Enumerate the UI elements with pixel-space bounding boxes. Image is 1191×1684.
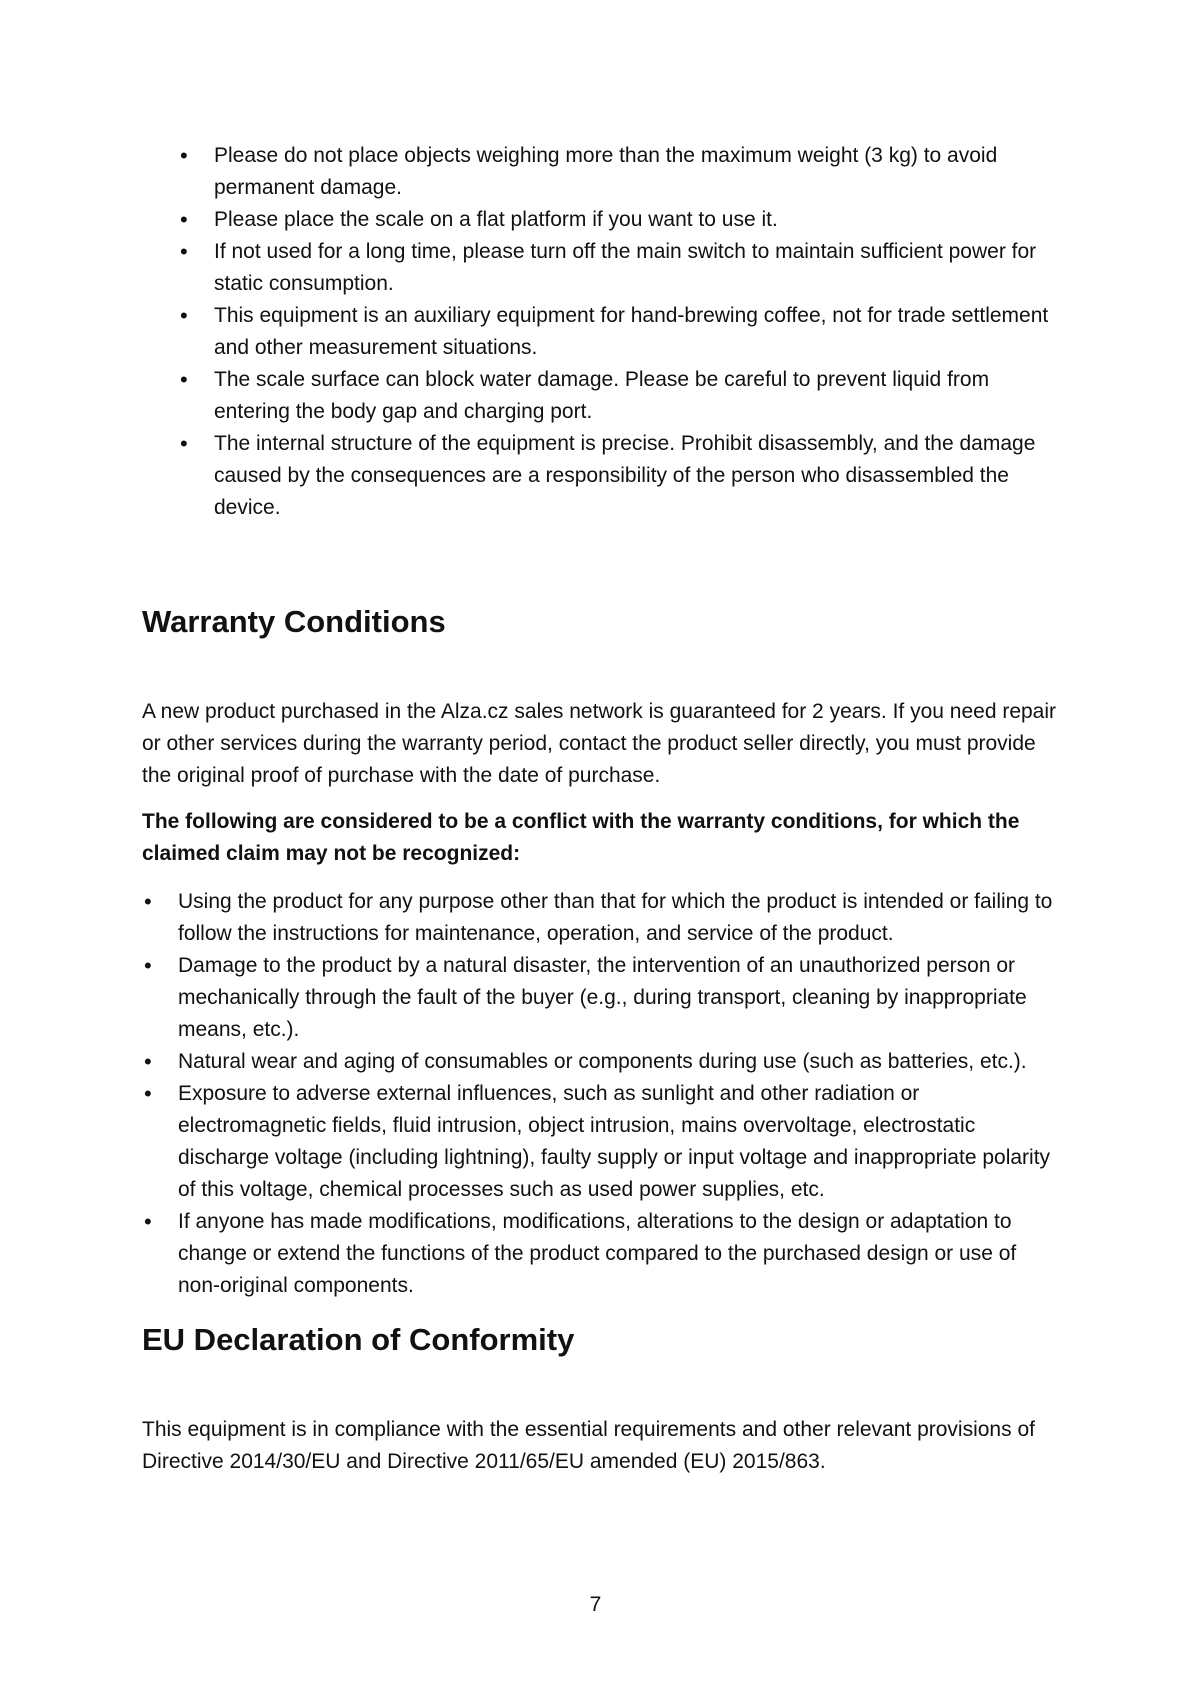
list-item: • Exposure to adverse external influences, such as sunlight and other radiation or electromagnetic fields, fluid intrusion, object intrusion, mains overvoltage, electrostatic discharge voltage (including lightning), faulty supply or input voltage and inappropriate polarity of this voltage, chemical processes such as used power supplies, etc. <box>142 1078 1057 1206</box>
page-content <box>142 140 1057 1478</box>
eu-declaration-text: This equipment is in compliance with the essential requirements and other relevant provisions of Directive 2014/30/EU and Directive 2011/65/EU amended (EU) 2015/863. <box>142 1418 1035 1473</box>
list-item: • The internal structure of the equipment is precise. Prohibit disassembly, and the damage caused by the consequences are a responsibility of the person who disassembled the device. <box>142 428 1057 524</box>
list-item: • Please place the scale on a flat platform if you want to use it. <box>142 204 1057 236</box>
warranty-conflict-heading: The following are considered to be a conflict with the warranty conditions, for which the claimed claim may not be recognized: <box>142 810 1020 865</box>
warranty-intro: A new product purchased in the Alza.cz sales network is guaranteed for 2 years. If you need repair or other services during the warranty period, contact the product seller directly, you must provide the original proof of purchase with the date of purchase. <box>142 700 1057 787</box>
list-item: • Please do not place objects weighing more than the maximum weight (3 kg) to avoid permanent damage. <box>142 140 1057 204</box>
warranty-heading: Warranty Conditions <box>142 604 446 639</box>
precautions-list <box>142 140 1057 524</box>
list-item: • Natural wear and aging of consumables or components during use (such as batteries, etc.). <box>142 1046 1057 1078</box>
page-number: 7 <box>589 1593 602 1616</box>
list-item: • Damage to the product by a natural disaster, the intervention of an unauthorized person or mechanically through the fault of the buyer (e.g., during transport, cleaning by inappropriate means, etc.). <box>142 950 1057 1046</box>
list-item: • The scale surface can block water damage. Please be careful to prevent liquid from entering the body gap and charging port. <box>142 364 1057 428</box>
list-item: • Using the product for any purpose other than that for which the product is intended or failing to follow the instructions for maintenance, operation, and service of the product. <box>142 886 1057 950</box>
warranty-conflicts-list <box>142 886 1057 1302</box>
list-item: • If anyone has made modifications, modifications, alterations to the design or adaptation to change or extend the functions of the product compared to the purchased design or use of non-original components. <box>142 1206 1057 1302</box>
list-item: • If not used for a long time, please turn off the main switch to maintain sufficient power for static consumption. <box>142 236 1057 300</box>
list-item: • This equipment is an auxiliary equipment for hand-brewing coffee, not for trade settlement and other measurement situations. <box>142 300 1057 364</box>
eu-declaration-heading: EU Declaration of Conformity <box>142 1322 575 1357</box>
